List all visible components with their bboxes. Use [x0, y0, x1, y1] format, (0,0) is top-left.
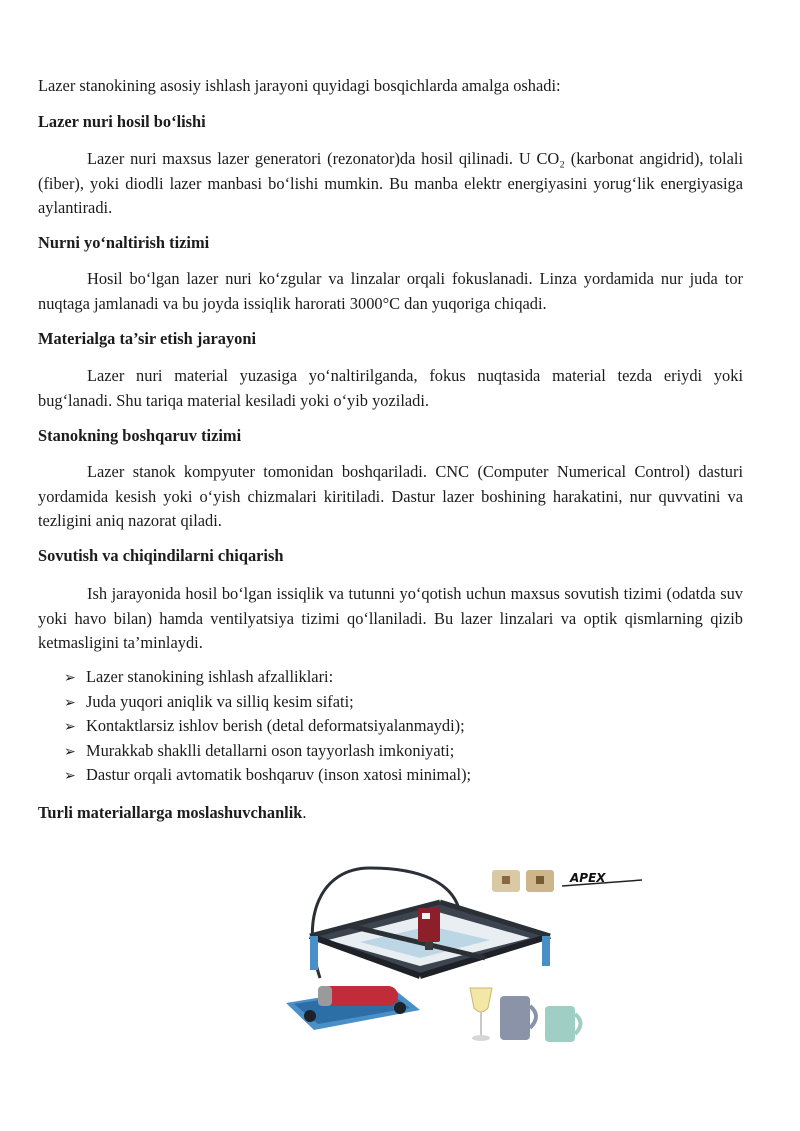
list-item: ➢ Dastur orqali avtomatik boshqaruv (inson xatosi minimal);: [64, 763, 471, 788]
mug-grey: [500, 996, 530, 1040]
heading-beam-direction: Nurni yo‘naltirish tizimi: [38, 233, 210, 252]
list-item: ➢ Murakkab shaklli detallarni oson tayyorlash imkoniyati;: [64, 739, 471, 764]
heading-laser-generation: Lazer nuri hosil bo‘lishi: [38, 112, 206, 131]
heading-material-interaction: Materialga ta’sir etish jarayoni: [38, 329, 257, 348]
apex-logo: [562, 871, 642, 886]
rotary-roller: [286, 986, 420, 1030]
list-item: ➢ Lazer stanokining ishlash afzalliklari:: [64, 665, 471, 690]
mug-teal: [545, 1006, 575, 1042]
svg-text:APEX: APEX: [570, 871, 606, 885]
arrow-bullet-icon: ➢: [64, 670, 76, 686]
arrow-bullet-icon: ➢: [64, 694, 76, 711]
list-item: ➢ Kontaktlarsiz ishlov berish (detal deformatsiyalanmaydi);: [64, 714, 471, 739]
heading-cooling: Sovutish va chiqindilarni chiqarish: [38, 546, 284, 565]
advantages-list: [64, 665, 471, 788]
glass: [470, 988, 492, 1012]
heading-control-system: Stanokning boshqaruv tizimi: [38, 426, 242, 445]
sample-products: [470, 988, 581, 1042]
laser-engraver-image: [280, 858, 645, 1053]
arrow-bullet-icon: ➢: [64, 743, 76, 760]
para-material-interaction: Lazer nuri material yuzasiga yo‘naltirilganda, fokus nuqtasida material tezda eriydi yoki bug‘lanadi. Shu tariqa material kesiladi yoki o‘yib yoziladi.: [38, 366, 743, 410]
closing-bold-text: Turli materiallarga moslashuvchanlik: [38, 803, 303, 822]
arrow-bullet-icon: ➢: [64, 768, 76, 785]
para-control-system: Lazer stanok kompyuter tomonidan boshqariladi. CNC (Computer Numerical Control) dasturi yordamida kesish yoki o‘yish chizmalari kiritiladi. Dastur lazer boshining harakatini, nur quvvatini va tezligini aniq nazorat qiladi.: [38, 462, 743, 530]
closing-line: [38, 803, 743, 823]
closing-period: .: [302, 803, 307, 822]
list-item: ➢ Juda yuqori aniqlik va silliq kesim sifati;: [64, 690, 471, 715]
laser-engraver: [310, 902, 550, 976]
para-laser-generation: Lazer nuri maxsus lazer generatori (rezonator)da hosil qilinadi. U CO₂ (karbonat angidrid), tolali (fiber), yoki diodli lazer manbasi bo‘lishi mumkin. Bu manba elektr energiyasini yorug‘lik energiyasiga aylantiradi.: [38, 149, 743, 217]
para-beam-direction: Hosil bo‘lgan lazer nuri ko‘zgular va linzalar orqali fokuslanadi. Linza yordamida nur juda tor nuqtaga jamlanadi va bu joyda issiqlik harorati 3000°C dan yuqoriga chiqadi.: [38, 269, 743, 313]
arrow-bullet-icon: ➢: [64, 719, 76, 736]
intro-text: Lazer stanokining asosiy ishlash jarayoni quyidagi bosqichlarda amalga oshadi:: [38, 76, 561, 95]
para-cooling: Ish jarayonida hosil bo‘lgan issiqlik va tutunni yo‘qotish uchun maxsus sovutish tizimi (odatda suv yoki havo bilan) hamda ventilyatsiya tizimi qo‘llaniladi. Bu lazer linzalari va optik qismlarning qizib ketmasligini ta’minlaydi.: [38, 584, 743, 652]
